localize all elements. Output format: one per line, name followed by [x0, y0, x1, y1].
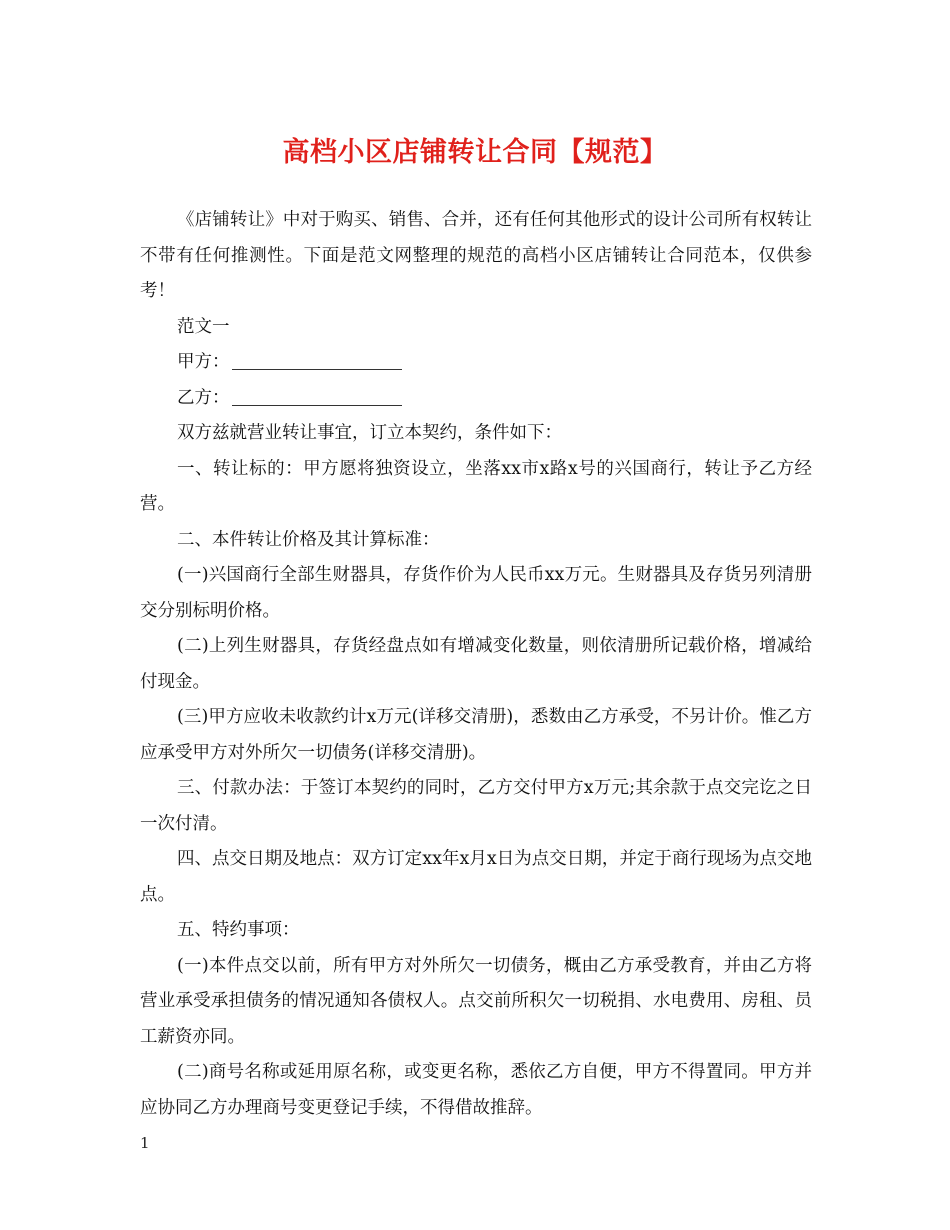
clause-2-item-2: (二)上列生财器具，存货经盘点如有增减变化数量，则依清册所记载价格，增减给付现金。 — [140, 636, 812, 692]
clause-2-item-1: (一)兴国商行全部生财器具，存货作价为人民币xx万元。生财器具及存货另列清册交分别标明价格。 — [140, 565, 812, 621]
page-number: 1 — [140, 1134, 150, 1152]
party-b-line — [140, 381, 812, 417]
agreement-intro: 双方兹就营业转让事宜，订立本契约，条件如下： — [177, 423, 562, 443]
party-a-blank — [232, 352, 402, 371]
sample-heading: 范文一 — [177, 316, 230, 337]
clause-1: 一、转让标的：甲方愿将独资设立，坐落xx市x路x号的兴国商行，转让予乙方经营。 — [140, 458, 812, 514]
party-a-label: 甲方： — [177, 352, 230, 372]
party-b-label: 乙方： — [177, 387, 230, 408]
document-title: 高档小区店铺转让合同【规范】 — [282, 137, 668, 168]
clause-5-item-1: (一)本件点交以前，所有甲方对外所欠一切债务，概由乙方承受教育，并由乙方将营业承受承担债务的情况通知各债权人。点交前所积欠一切税捐、水电费用、房租、员工薪资亦同。 — [140, 955, 812, 1047]
party-a-line — [140, 345, 812, 381]
clause-5-item-2: (二)商号名称或延用原名称，或变更名称，悉依乙方自便，甲方不得置同。甲方并应协同乙方办理商号变更登记手续，不得借故推辞。 — [140, 1062, 812, 1118]
clause-2-item-3: (三)甲方应收未收款约计x万元(详移交清册)，悉数由乙方承受，不另计价。惟乙方应承受甲方对外所欠一切债务(详移交清册)。 — [140, 707, 812, 763]
clause-4: 四、点交日期及地点：双方订定xx年x月x日为点交日期，并定于商行现场为点交地点。 — [140, 849, 812, 905]
clause-3: 三、付款办法：于签订本契约的同时，乙方交付甲方x万元;其余款于点交完讫之日一次付清。 — [140, 778, 812, 834]
intro-paragraph: 《店铺转让》中对于购买、销售、合并，还有任何其他形式的设计公司所有权转让不带有任何推测性。下面是范文网整理的规范的高档小区店铺转让合同范本，仅供参考！ — [140, 210, 812, 301]
document-body — [140, 203, 812, 1126]
clause-2-heading: 二、本件转让价格及其计算标准： — [177, 529, 440, 550]
party-b-blank — [232, 387, 402, 406]
clause-5-heading: 五、特约事项： — [177, 920, 300, 940]
